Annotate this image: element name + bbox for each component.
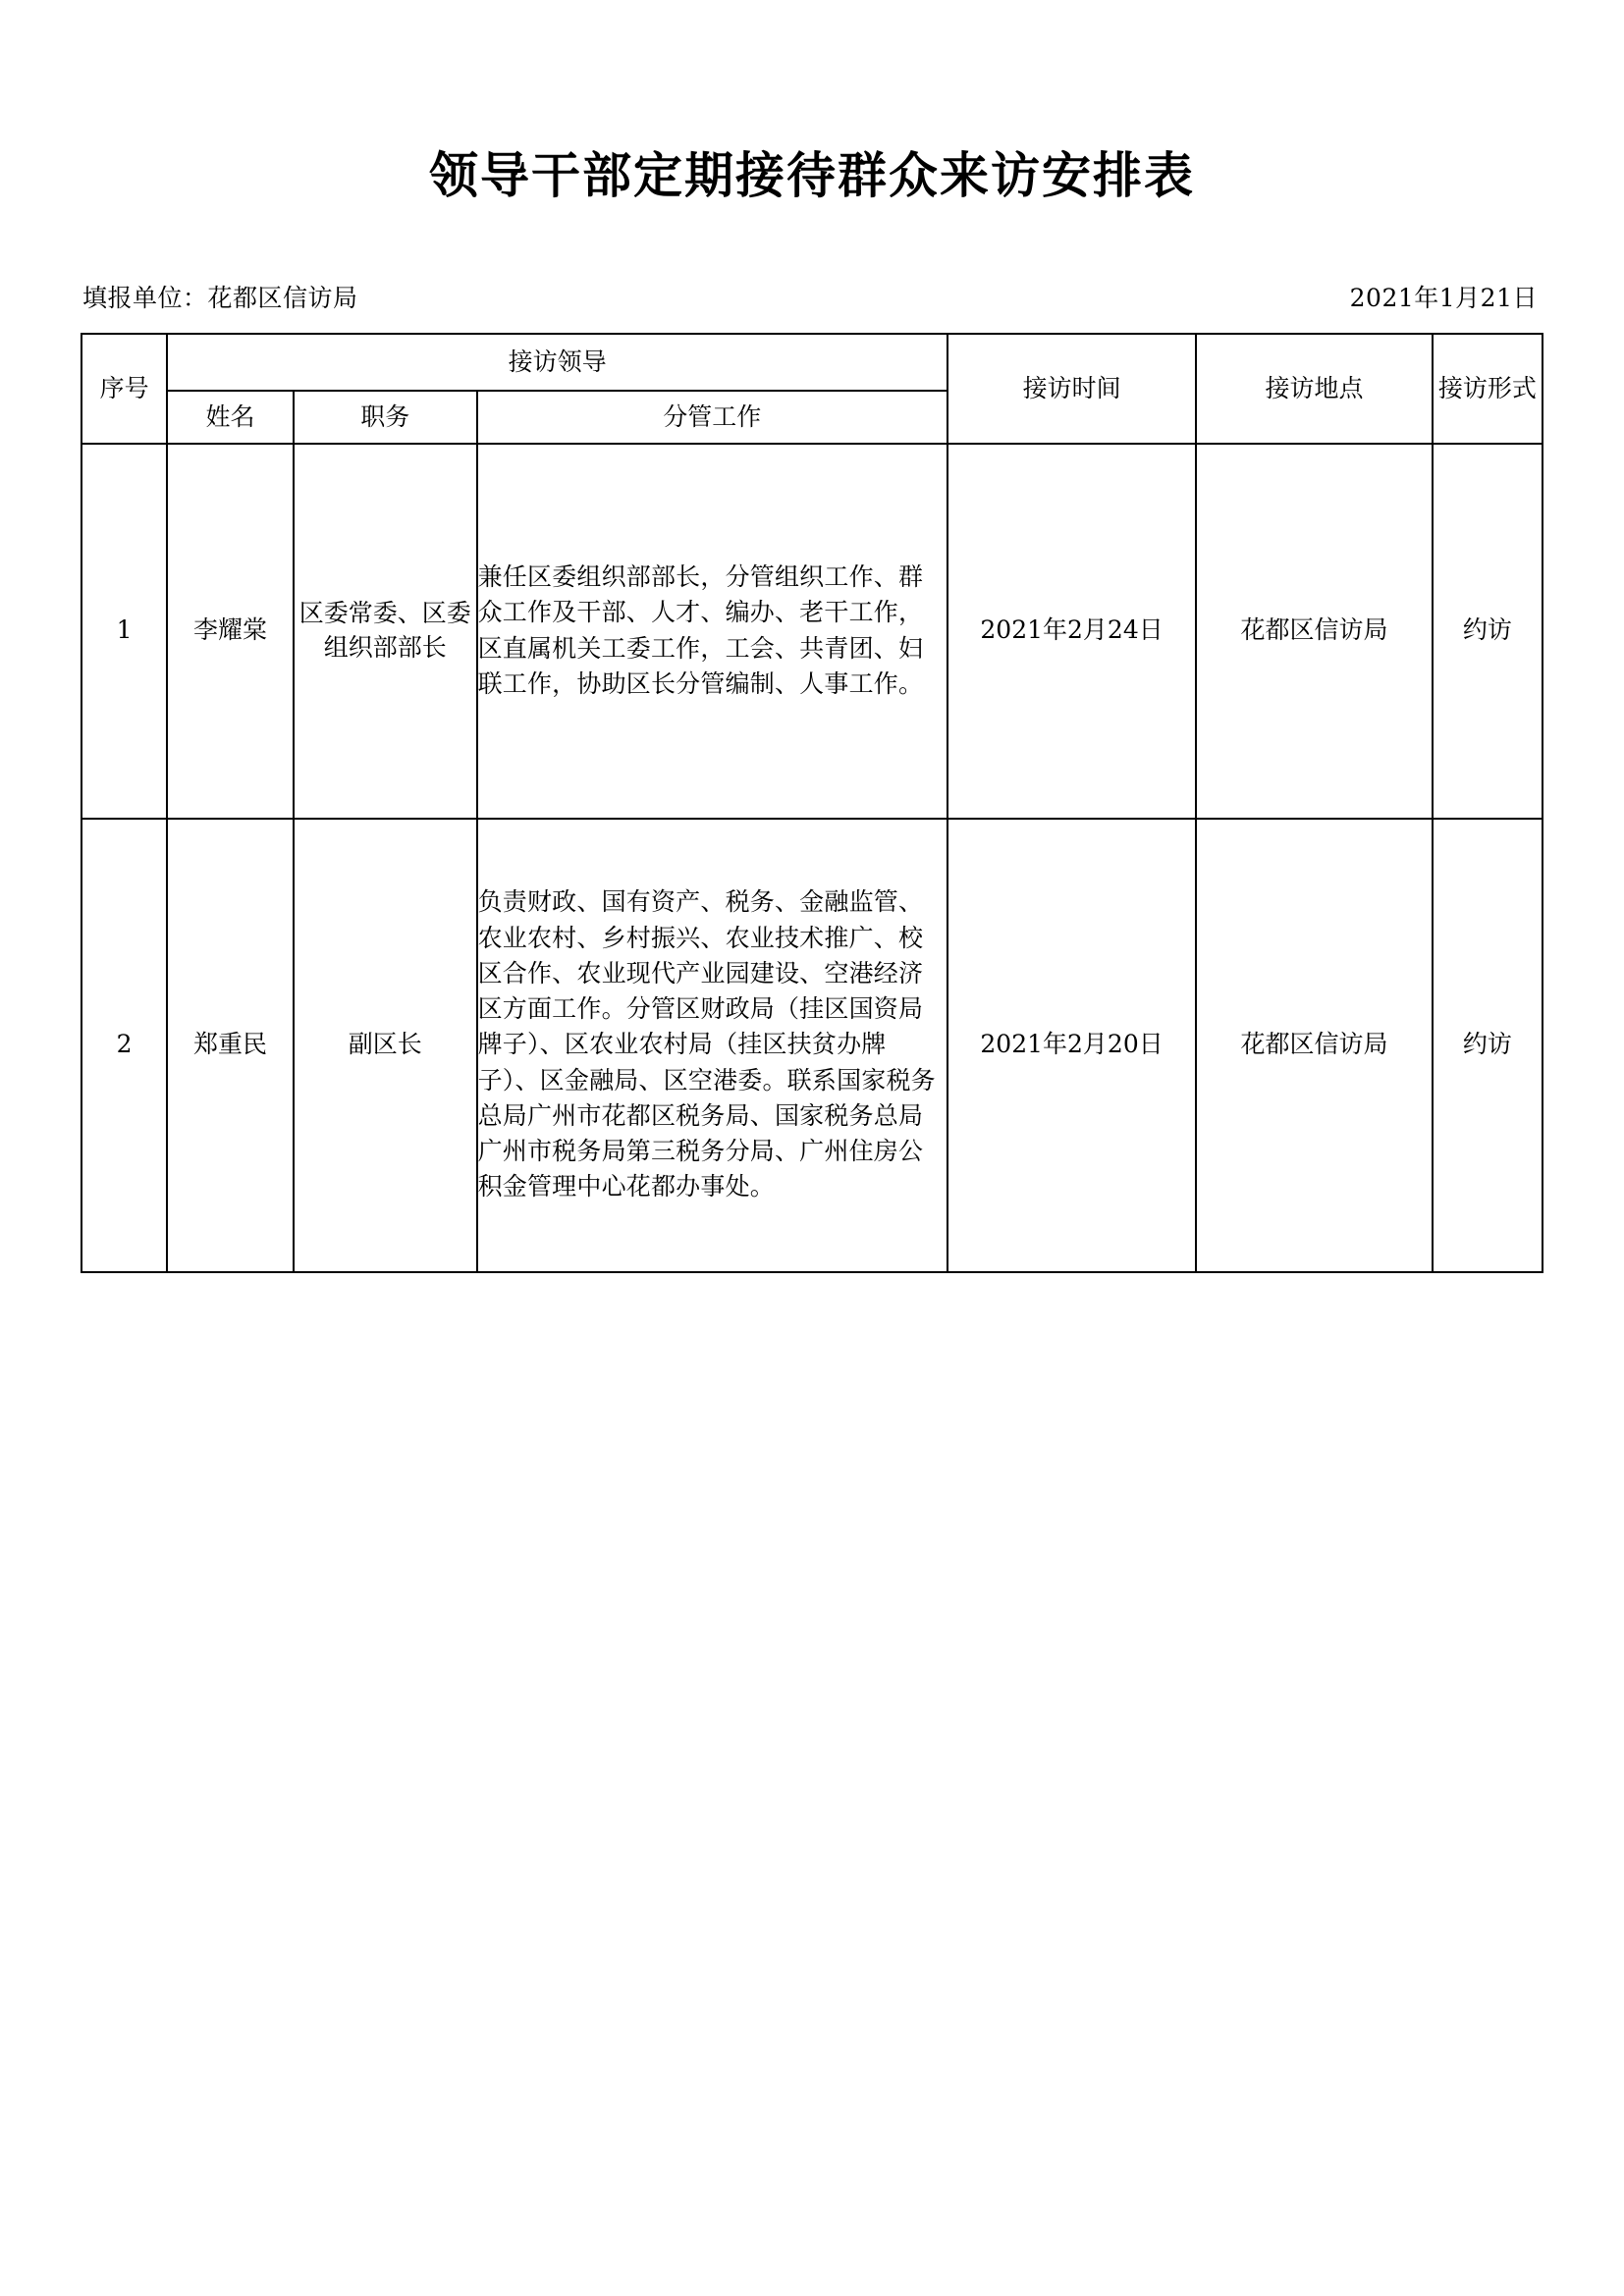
cell-duty: 副区长 — [294, 819, 477, 1272]
table-row — [81, 819, 1543, 1272]
column-header-time: 接访时间 — [947, 334, 1196, 444]
column-header-no: 序号 — [81, 334, 167, 444]
page-title: 领导干部定期接待群众来访安排表 — [429, 147, 1195, 204]
cell-scope: 兼任区委组织部部长，分管组织工作、群众工作及干部、人才、编办、老干工作，区直属机关工委工作，工会、共青团、妇联工作，协助区长分管编制、人事工作。 — [477, 444, 947, 819]
column-header-name: 姓名 — [167, 391, 294, 444]
document-meta — [81, 284, 1543, 313]
cell-scope: 负责财政、国有资产、税务、金融监管、农业农村、乡村振兴、农业技术推广、校区合作、农业现代产业园建设、空港经济区方面工作。分管区财政局（挂区国资局牌子）、区农业农村局（挂区扶贫办牌子）、区金融局、区空港委。联系国家税务总局广州市花都区税务局、国家税务总局广州市税务局第三税务分局、广州住房公积金管理中心花都办事处。 — [477, 819, 947, 1272]
schedule-table — [81, 333, 1543, 1273]
cell-no: 1 — [81, 444, 167, 819]
table-header-row-group — [81, 334, 1543, 391]
table-body — [81, 444, 1543, 1272]
table-header — [81, 334, 1543, 444]
column-header-scope: 分管工作 — [477, 391, 947, 444]
cell-form: 约访 — [1433, 819, 1543, 1272]
cell-time: 2021年2月24日 — [947, 444, 1196, 819]
column-header-duty: 职务 — [294, 391, 477, 444]
cell-duty: 区委常委、区委组织部部长 — [294, 444, 477, 819]
cell-name: 李耀棠 — [167, 444, 294, 819]
cell-no: 2 — [81, 819, 167, 1272]
cell-place: 花都区信访局 — [1196, 819, 1433, 1272]
cell-place: 花都区信访局 — [1196, 444, 1433, 819]
cell-time: 2021年2月20日 — [947, 819, 1196, 1272]
column-header-form: 接访形式 — [1433, 334, 1543, 444]
reporting-unit: 填报单位：花都区信访局 — [82, 283, 358, 312]
column-header-place: 接访地点 — [1196, 334, 1433, 444]
cell-name: 郑重民 — [167, 819, 294, 1272]
report-date: 2021年1月21日 — [1349, 283, 1538, 312]
table-row — [81, 444, 1543, 819]
cell-form: 约访 — [1433, 444, 1543, 819]
column-header-leader-group: 接访领导 — [167, 334, 947, 391]
